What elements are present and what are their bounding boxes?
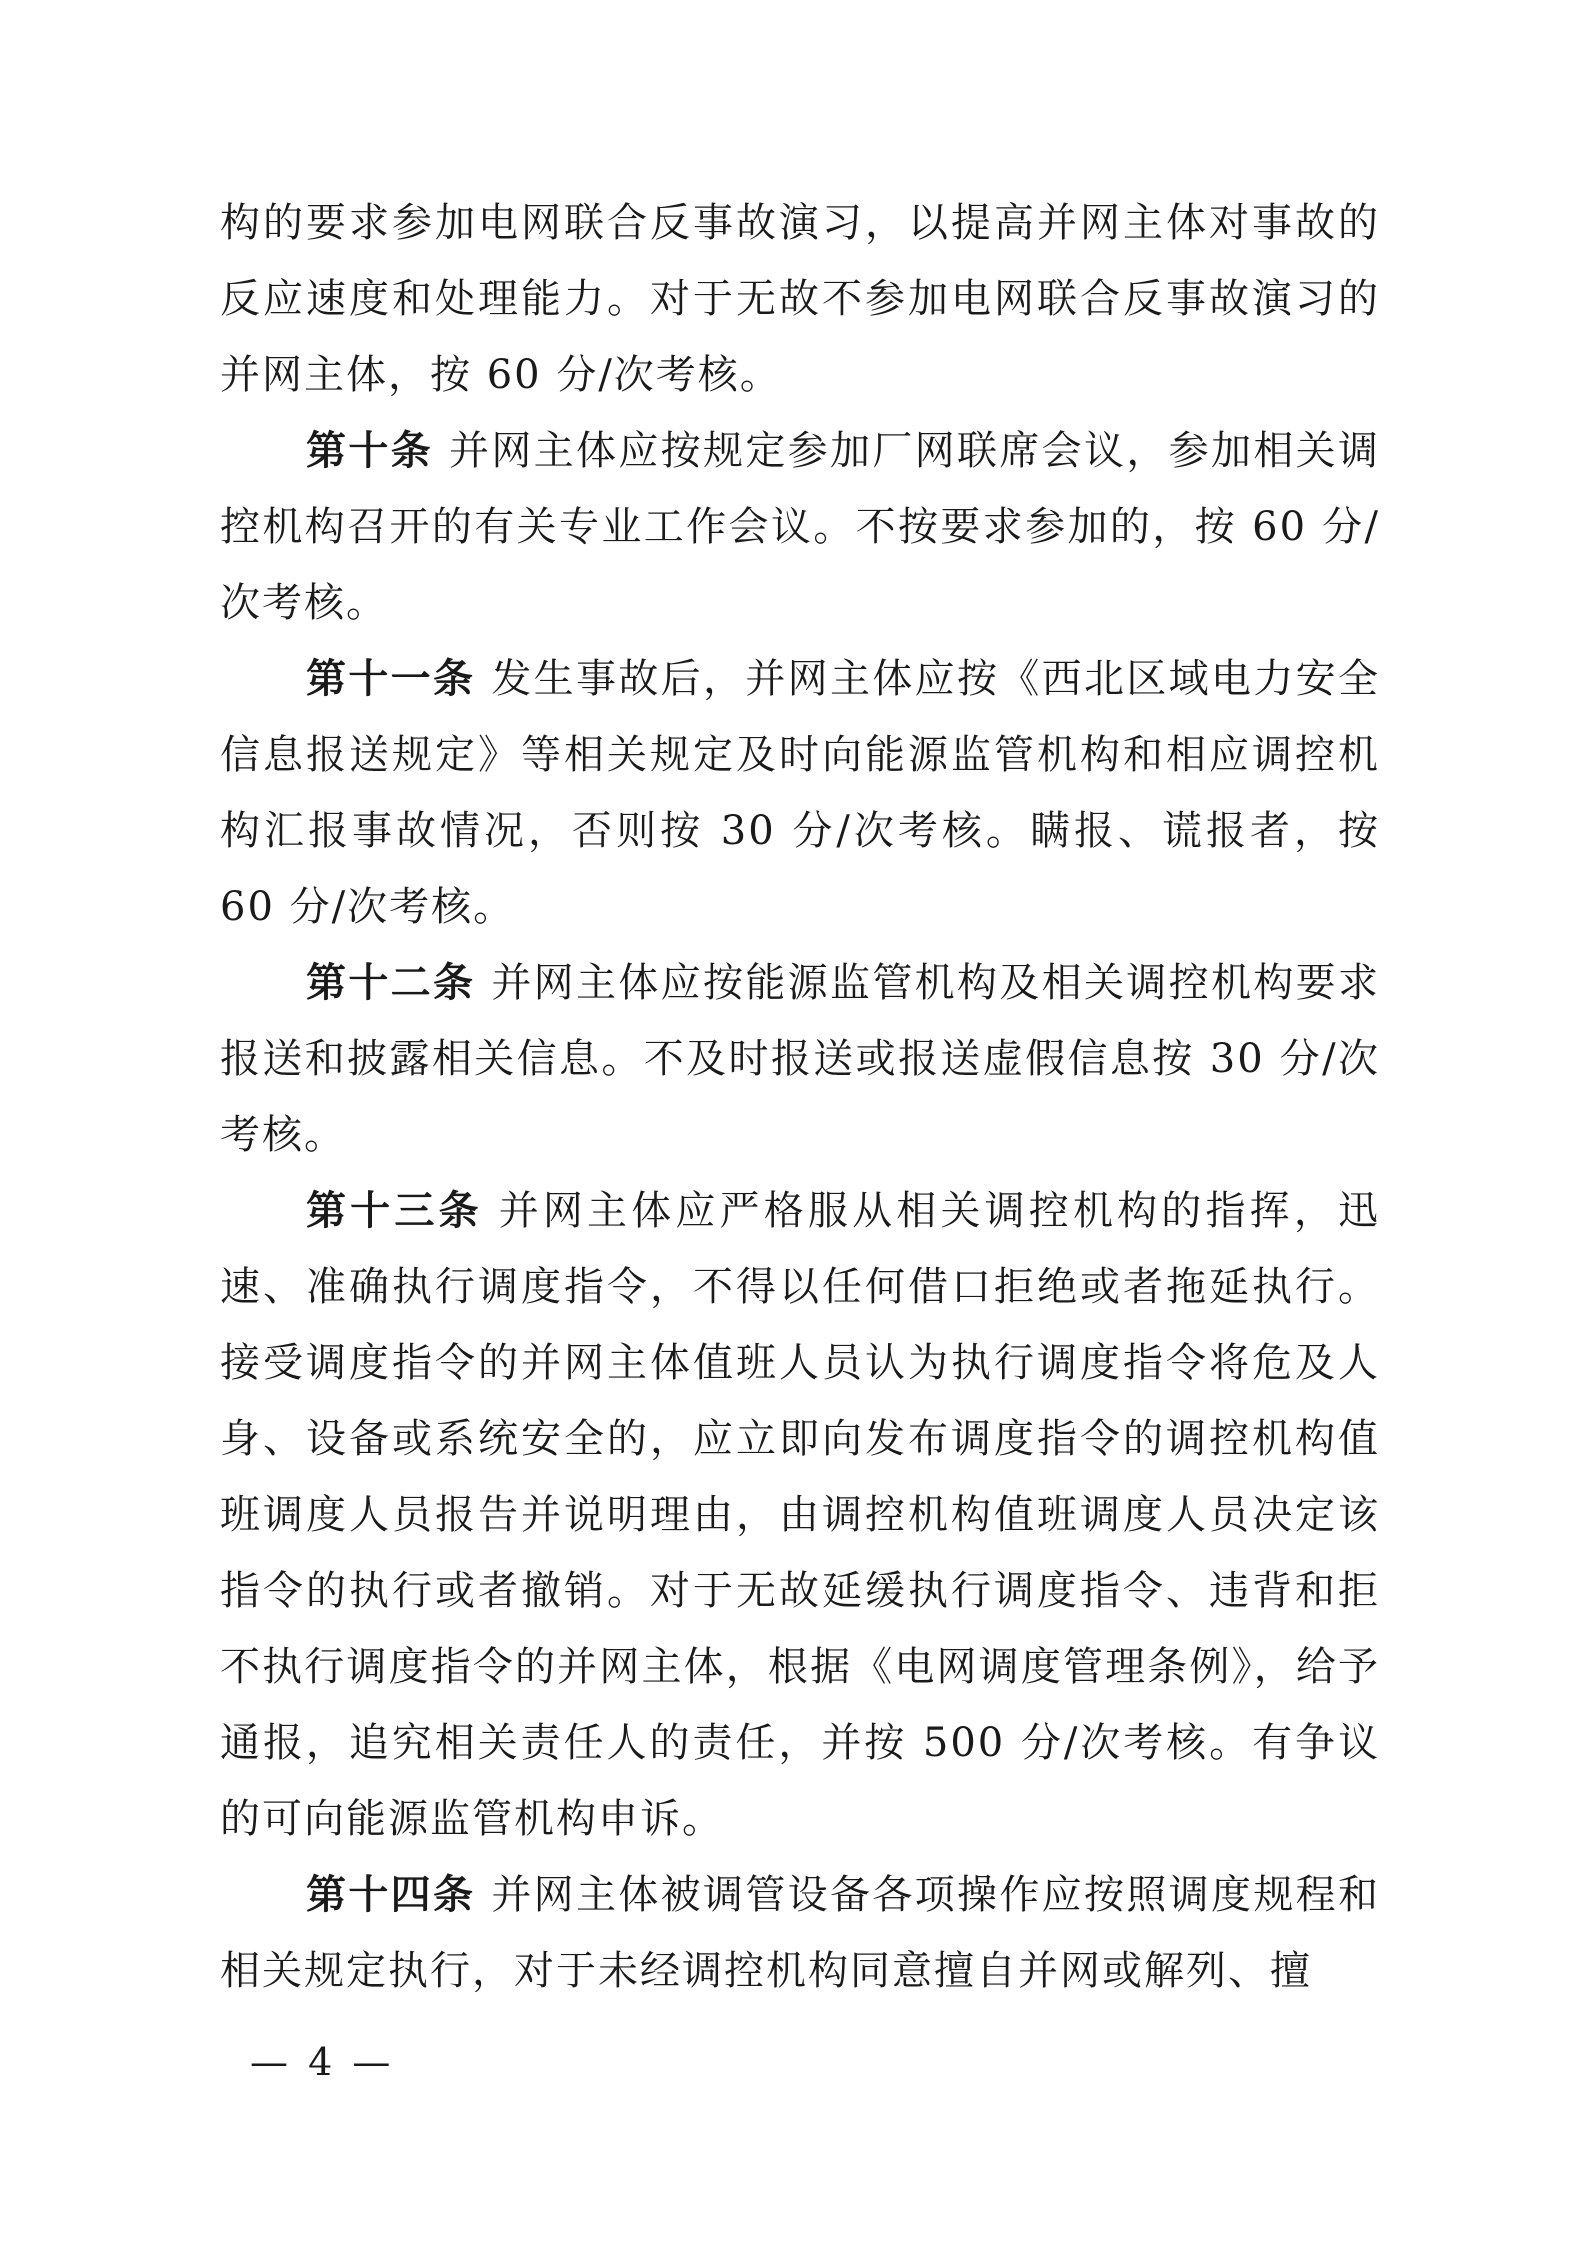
paragraph-text: 并网主体应严格服从相关调控机构的指挥，迅速、准确执行调度指令，不得以任何借口拒绝或者拖延执行。接受调度指令的并网主体值班人员认为执行调度指令将危及人身、设备或系统安全的，应立即向发布调度指令的调控机构值班调度人员报告并说明理由，由调控机构值班调度人员决定该指令的执行或者撤销。对于无故延缓执行调度指令、违背和拒不执行调度指令的并网主体，根据《电网调度管理条例》，给予通报，追究相关责任人的责任，并按 500 分/次考核。有争议的可向能源监管机构申诉。 (220, 1188, 1381, 1842)
paragraph-text: 并网主体应按规定参加厂网联席会议，参加相关调控机构召开的有关专业工作会议。不按要求参加的，按 60 分/次考核。 (220, 428, 1380, 626)
article-number: 第十条 (306, 427, 433, 474)
article-11 (220, 641, 1380, 945)
paragraph-text: 并网主体应按能源监管机构及相关调控机构要求报送和披露相关信息。不及时报送或报送虚假信息按 30 分/次考核。 (220, 960, 1381, 1158)
article-13 (220, 1173, 1380, 1857)
paragraph-text: 构的要求参加电网联合反事故演习，以提高并网主体对事故的反应速度和处理能力。对于无故不参加电网联合反事故演习的并网主体，按 60 分/次考核。 (220, 200, 1380, 398)
article-number: 第十四条 (306, 1871, 476, 1918)
article-number: 第十二条 (306, 959, 476, 1006)
article-number: 第十三条 (306, 1187, 483, 1234)
paragraph-continuation (220, 185, 1380, 413)
page-number: — 4 — (250, 2040, 395, 2084)
article-10 (220, 413, 1380, 641)
paragraph-text: 并网主体被调管设备各项操作应按照调度规程和相关规定执行，对于未经调控机构同意擅自并网或解列、擅 (220, 1872, 1381, 1994)
article-14 (220, 1857, 1380, 2009)
paragraph-text: 发生事故后，并网主体应按《西北区域电力安全信息报送规定》等相关规定及时向能源监管机构和相应调控机构汇报事故情况，否则按 30 分/次考核。瞒报、谎报者，按 60 分/次考核。 (220, 656, 1381, 930)
document-body (220, 185, 1380, 2009)
article-12 (220, 945, 1380, 1173)
article-number: 第十一条 (306, 655, 476, 702)
